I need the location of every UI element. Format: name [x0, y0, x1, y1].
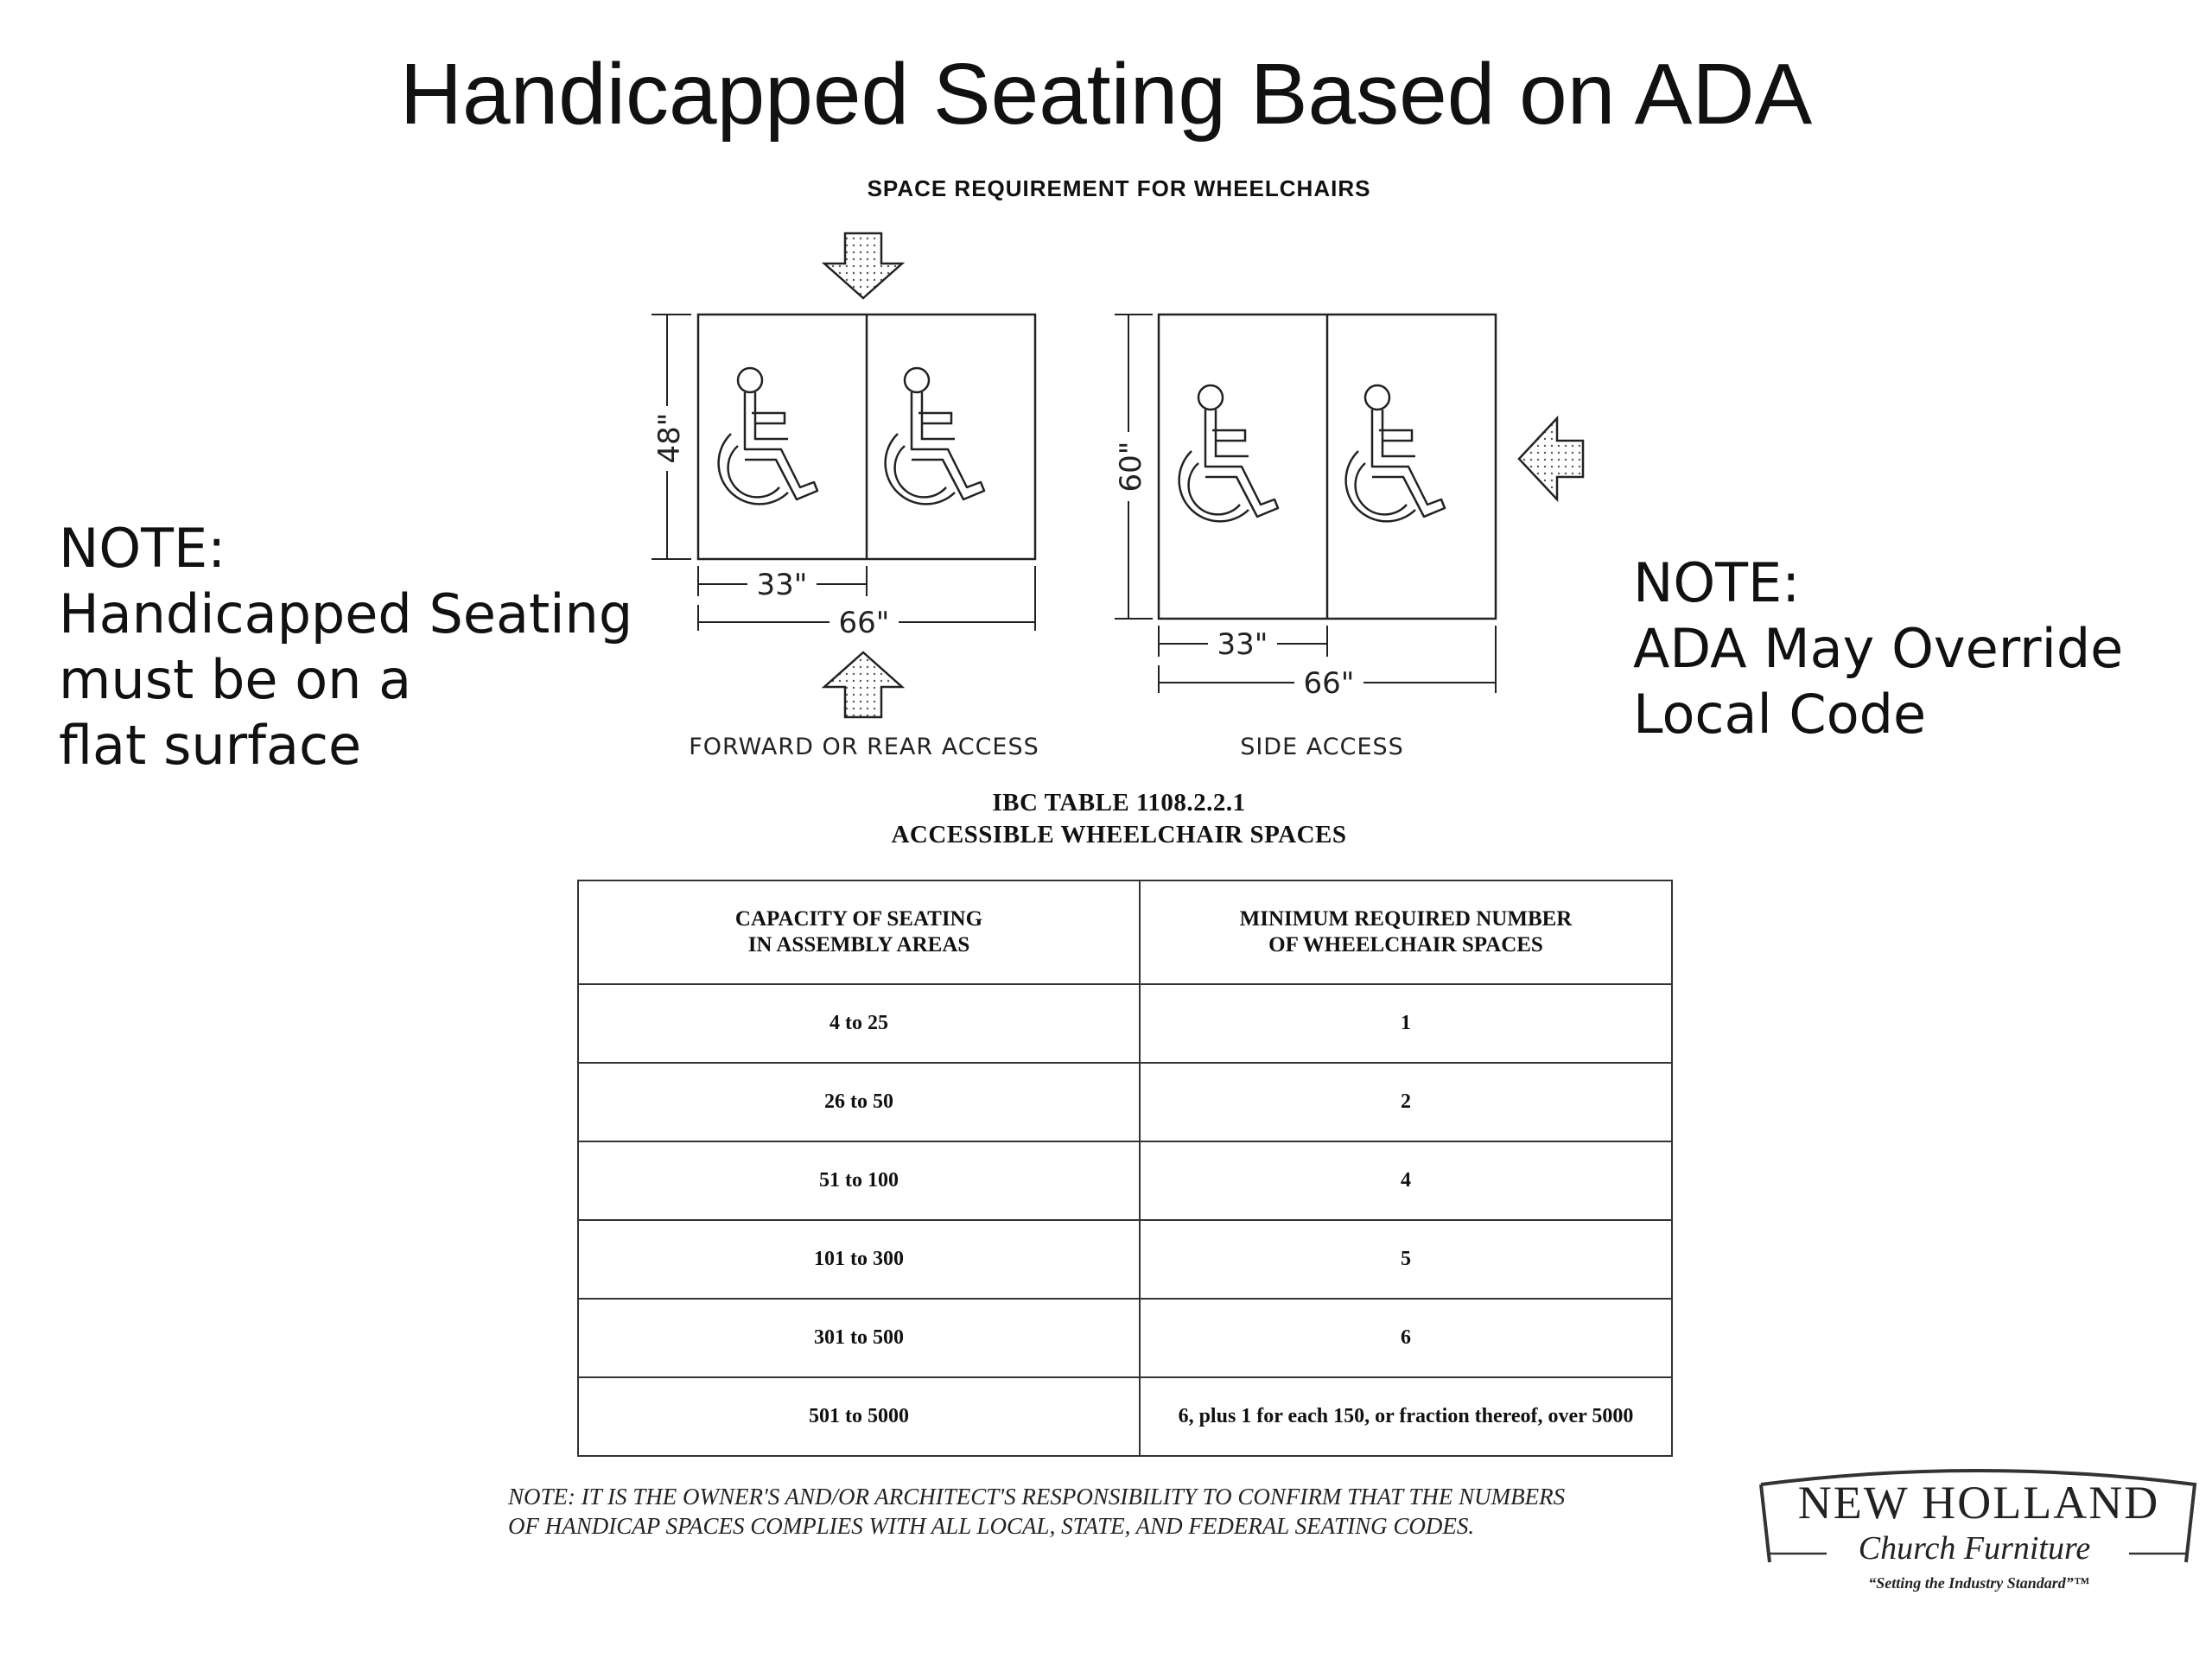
table-row [578, 1141, 1672, 1220]
note-left-line: flat surface [59, 714, 362, 777]
forward-caption: FORWARD OR REAR ACCESS [689, 734, 1039, 760]
wheelchair-icon [1346, 385, 1445, 521]
capacity-cell: 101 to 300 [578, 1220, 1140, 1299]
note-right-line: ADA May Override [1633, 617, 2124, 680]
disclaimer-note [508, 1482, 1752, 1541]
header-line: CAPACITY OF SEATING [734, 907, 983, 931]
side-caption: SIDE ACCESS [1240, 734, 1404, 760]
capacity-cell: 301 to 500 [578, 1299, 1140, 1377]
spaces-cell: 2 [1140, 1063, 1672, 1141]
spaces-cell: 5 [1140, 1220, 1672, 1299]
table-row [578, 1377, 1672, 1456]
header-line: MINIMUM REQUIRED NUMBER [1239, 907, 1573, 931]
capacity-cell: 51 to 100 [578, 1141, 1140, 1220]
capacity-cell: 501 to 5000 [578, 1377, 1140, 1456]
note-left-line: NOTE: [59, 517, 226, 580]
logo-subtitle: Church Furniture [1858, 1530, 2091, 1567]
arrow-down-icon [824, 233, 902, 298]
spaces-cell: 1 [1140, 984, 1672, 1063]
slide-title: Handicapped Seating Based on ADA [399, 46, 1813, 143]
disclaimer-line: OF HANDICAP SPACES COMPLIES WITH ALL LOCAL, STATE, AND FEDERAL SEATING CODES. [508, 1513, 1475, 1539]
note-left-line: Handicapped Seating [59, 582, 633, 645]
wheelchair-space-diagram [0, 0, 2212, 778]
table-row [578, 984, 1672, 1063]
wheelchair-icon [719, 368, 817, 504]
capacity-header [578, 880, 1140, 984]
side-single-width-label: 33" [1217, 627, 1268, 662]
spaces-header [1140, 880, 1672, 984]
side-height-label: 60" [1114, 441, 1148, 493]
table-row [578, 1063, 1672, 1141]
table-caption-line2: ACCESSIBLE WHEELCHAIR SPACES [891, 821, 1347, 849]
table-header-row [578, 880, 1672, 984]
note-right-line: Local Code [1633, 683, 1927, 746]
table-caption-line1: IBC TABLE 1108.2.2.1 [992, 789, 1246, 817]
wheelchair-icon [886, 368, 984, 504]
table-row [578, 1299, 1672, 1377]
header-line: OF WHEELCHAIR SPACES [1268, 933, 1543, 957]
capacity-cell: 26 to 50 [578, 1063, 1140, 1141]
side-total-width-label: 66" [1303, 666, 1355, 701]
wheelchair-icon [1179, 385, 1278, 521]
side-access-figure [1114, 315, 1583, 760]
wheelchair-spaces-table [577, 880, 1673, 1457]
forward-total-width-label: 66" [838, 606, 890, 640]
logo-tagline: “Setting the Industry Standard”™ [1868, 1574, 2089, 1592]
spaces-cell: 6 [1140, 1299, 1672, 1377]
forward-access-figure [652, 233, 1039, 760]
spaces-cell: 6, plus 1 for each 150, or fraction thereof, over 5000 [1140, 1377, 1672, 1456]
forward-height-label: 48" [652, 412, 687, 464]
capacity-cell: 4 to 25 [578, 984, 1140, 1063]
diagram-heading: SPACE REQUIREMENT FOR WHEELCHAIRS [867, 175, 1371, 201]
spaces-cell: 4 [1140, 1141, 1672, 1220]
arrow-up-icon [824, 652, 902, 717]
header-line: IN ASSEMBLY AREAS [747, 933, 970, 957]
arrow-left-icon [1519, 418, 1583, 499]
disclaimer-line: NOTE: IT IS THE OWNER'S AND/OR ARCHITECT'S RESPONSIBILITY TO CONFIRM THAT THE NUMBERS [508, 1484, 1566, 1510]
forward-single-width-label: 33" [756, 568, 808, 602]
note-left-line: must be on a [59, 648, 412, 711]
logo-wordmark: NEW HOLLAND [1797, 1477, 2160, 1529]
note-right-line: NOTE: [1633, 551, 1801, 614]
table-row [578, 1220, 1672, 1299]
